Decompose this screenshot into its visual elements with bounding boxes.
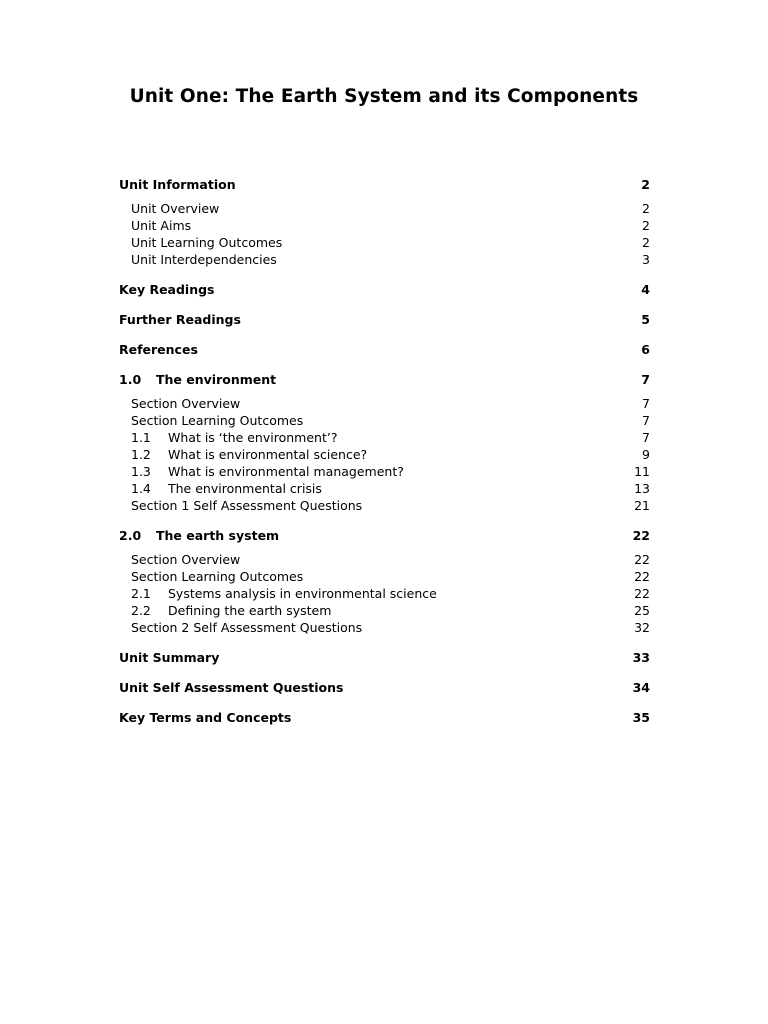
toc-entry-page: 2 <box>642 201 650 216</box>
toc-entry-references[interactable] <box>119 341 650 359</box>
toc-subentry-2-2[interactable] <box>119 602 650 619</box>
toc-subentry-unit-aims[interactable] <box>119 217 650 234</box>
toc-subentry-section-overview[interactable] <box>119 395 650 412</box>
toc-entry-label: The environment <box>156 372 277 387</box>
toc-entry-key-terms[interactable] <box>119 709 650 727</box>
toc-entry-number: 1.3 <box>131 464 151 479</box>
toc-entry-label: Unit Interdependencies <box>131 252 277 267</box>
toc-entry-page: 3 <box>642 252 650 267</box>
toc-entry-label: Defining the earth system <box>168 603 332 618</box>
toc-subentry-2-1[interactable] <box>119 585 650 602</box>
toc-entry-label: Section Learning Outcomes <box>131 569 304 584</box>
toc-entry-page: 7 <box>642 396 650 411</box>
toc-entry-label: Unit Aims <box>131 218 192 233</box>
toc-entry-number: 1.0 <box>119 372 142 387</box>
toc-entry-number: 1.4 <box>131 481 151 496</box>
toc-entry-section-1[interactable] <box>119 371 650 389</box>
toc-entry-page: 13 <box>634 481 650 496</box>
toc-entry-number: 2.0 <box>119 528 142 543</box>
toc-entry-number: 1.1 <box>131 430 151 445</box>
toc-subentry-section-1-saq[interactable] <box>119 497 650 514</box>
toc-entry-label: The environmental crisis <box>168 481 322 496</box>
toc-entry-page: 6 <box>641 342 650 357</box>
toc-entry-page: 7 <box>641 372 650 387</box>
toc-entry-page: 22 <box>634 552 650 567</box>
toc-entry-label: Unit Overview <box>131 201 220 216</box>
toc-subentry-1-3[interactable] <box>119 463 650 480</box>
toc-entry-number: 2.2 <box>131 603 151 618</box>
toc-entry-label: Section Overview <box>131 396 241 411</box>
toc-subentry-section-learning-outcomes[interactable] <box>119 412 650 429</box>
toc-entry-label: Key Terms and Concepts <box>119 710 292 725</box>
toc-entry-page: 7 <box>642 413 650 428</box>
page-title: Unit One: The Earth System and its Components <box>129 86 639 107</box>
toc-entry-label: Further Readings <box>119 312 241 327</box>
toc-entry-page: 9 <box>642 447 650 462</box>
toc-entry-unit-summary[interactable] <box>119 649 650 667</box>
toc-entry-label: The earth system <box>156 528 280 543</box>
toc-entry-page: 11 <box>634 464 650 479</box>
toc-entry-page: 2 <box>642 218 650 233</box>
toc-entry-page: 22 <box>634 586 650 601</box>
toc-entry-page: 4 <box>641 282 650 297</box>
toc-entry-label: Key Readings <box>119 282 215 297</box>
toc-entry-unit-information[interactable] <box>119 176 650 194</box>
toc-entry-page: 7 <box>642 430 650 445</box>
toc-entry-label: Section 2 Self Assessment Questions <box>131 620 363 635</box>
toc-subentry-1-1[interactable] <box>119 429 650 446</box>
toc-entry-page: 22 <box>632 528 650 543</box>
toc-entry-label: What is environmental management? <box>168 464 404 479</box>
toc-subentry-unit-interdependencies[interactable] <box>119 251 650 268</box>
toc-entry-label: What is ‘the environment’? <box>168 430 338 445</box>
toc-subentry-unit-learning-outcomes[interactable] <box>119 234 650 251</box>
toc-entry-label: Section Learning Outcomes <box>131 413 304 428</box>
toc-entry-page: 33 <box>632 650 650 665</box>
toc-entry-page: 25 <box>634 603 650 618</box>
toc-entry-label: Section Overview <box>131 552 241 567</box>
toc-subentry-section-overview[interactable] <box>119 551 650 568</box>
toc-entry-page: 2 <box>641 177 650 192</box>
toc-entry-label: Unit Self Assessment Questions <box>119 680 344 695</box>
toc-entry-page: 35 <box>632 710 650 725</box>
toc-entry-label: References <box>119 342 198 357</box>
toc-entry-page: 21 <box>634 498 650 513</box>
toc-entry-label: Unit Summary <box>119 650 220 665</box>
toc-entry-further-readings[interactable] <box>119 311 650 329</box>
toc-entry-key-readings[interactable] <box>119 281 650 299</box>
toc-entry-unit-saq[interactable] <box>119 679 650 697</box>
toc-entry-page: 22 <box>634 569 650 584</box>
toc-subentry-1-4[interactable] <box>119 480 650 497</box>
toc-entry-page: 5 <box>641 312 650 327</box>
toc-entry-label: What is environmental science? <box>168 447 368 462</box>
toc-entry-label: Systems analysis in environmental science <box>168 586 437 601</box>
toc-subentry-section-2-saq[interactable] <box>119 619 650 636</box>
toc-subentry-section-learning-outcomes[interactable] <box>119 568 650 585</box>
toc-entry-page: 32 <box>634 620 650 635</box>
toc-entry-label: Unit Information <box>119 177 236 192</box>
toc-entry-page: 2 <box>642 235 650 250</box>
toc-entry-label: Unit Learning Outcomes <box>131 235 283 250</box>
toc-entry-label: Section 1 Self Assessment Questions <box>131 498 363 513</box>
toc-subentry-1-2[interactable] <box>119 446 650 463</box>
toc-entry-number: 2.1 <box>131 586 151 601</box>
toc-entry-section-2[interactable] <box>119 527 650 545</box>
table-of-contents <box>119 176 650 727</box>
toc-entry-number: 1.2 <box>131 447 151 462</box>
toc-entry-page: 34 <box>632 680 650 695</box>
toc-subentry-unit-overview[interactable] <box>119 200 650 217</box>
